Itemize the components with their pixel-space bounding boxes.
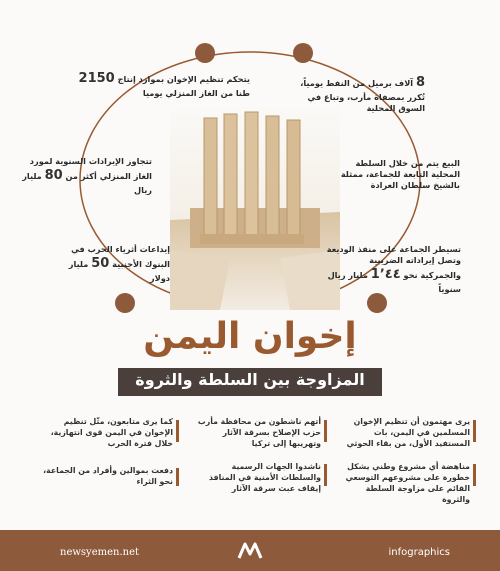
point-marker [324,420,327,442]
temple-pillars-image [170,100,340,310]
fact-number: 80 [44,168,63,184]
fact-text: مليار ريال سنوياً [327,270,461,294]
fact-text: البيع يتم من خلال السلطة المحلية التابعة للجماعة، ممثلة بالشيخ سلطان العرادة [340,158,460,191]
fact-number: 2150 [78,71,115,86]
subtitle: المزاوجة بين السلطة والثروة [135,370,365,389]
point-marker [473,420,476,442]
bottom-point: مناهضة أي مشروع وطني يشكل خطورة على مشروعهم التوسعي القائم على مزاوجة السلطة والثروة [345,462,470,504]
fact-text: يتحكم تنظيم الإخوان بموارد إنتاج [117,74,250,84]
point-marker [324,464,327,486]
footer-label: infographics [388,547,450,558]
fact-top-left [50,70,250,99]
ring-dot [195,43,215,63]
fact-number: 50 [91,256,110,272]
bottom-point: يرى مهتمون أن تنظيم الإخوان المسلمين في اليمن، بات المستفيد الأول، من بقاء الحوثي [346,417,470,448]
point-marker [473,464,476,486]
fact-mid-left [22,156,152,196]
fact-number: 1٬٤٤ [370,267,401,283]
fact-number: 8 [415,75,425,90]
point-marker [176,468,179,486]
fact-text: مليار ريال [22,171,152,195]
bottom-point: دفعت بموالين وأفراد من الجماعة، نحو الثراء [43,466,173,486]
site-url: newsyemen.net [60,547,140,558]
fact-text: إيداعات أثرياء الحرب في البنوك الأجنبية [71,244,170,270]
point-marker [176,420,179,442]
fact-text: مليار دولار [68,259,170,283]
fact-top-right [300,74,425,114]
main-title: إخوان اليمن [143,316,357,357]
fact-text: تتجاوز الإيرادات السنوية لمورد الغاز المنزلي أكثر من [29,156,152,182]
fact-mid-right [340,158,460,191]
fact-low-right [326,244,461,295]
bottom-point: ناشدوا الجهات الرسمية والسلطات الأمنية في المنافذ إيقاف عبث سرقة الآثار [208,462,321,493]
fact-text: تسيطر الجماعة على منفذ الوديعة وتصل إيراداته الضريبية والجمركية نحو [326,244,461,281]
ring-dot [115,293,135,313]
ring-dot [367,293,387,313]
site-logo-icon [236,540,264,562]
fact-text: آلاف برميل من النفط يومياً، تُكرر بمصفاة مأرب، وتباع في السوق المحلية [300,78,425,113]
bottom-point: أتهم ناشطون من محافظة مأرب حزب الإصلاح بسرقة الآثار وتهريبها إلى تركيا [197,417,321,448]
fact-text: طنا من الغاز المنزلي يوميا [142,87,250,98]
bottom-point: كما يرى متابعون، مثّل تنظيم الإخوان في اليمن قوى انتهازية، خلال فترة الحرب [50,417,173,448]
ring-dot [293,43,313,63]
fact-low-left [60,244,170,284]
